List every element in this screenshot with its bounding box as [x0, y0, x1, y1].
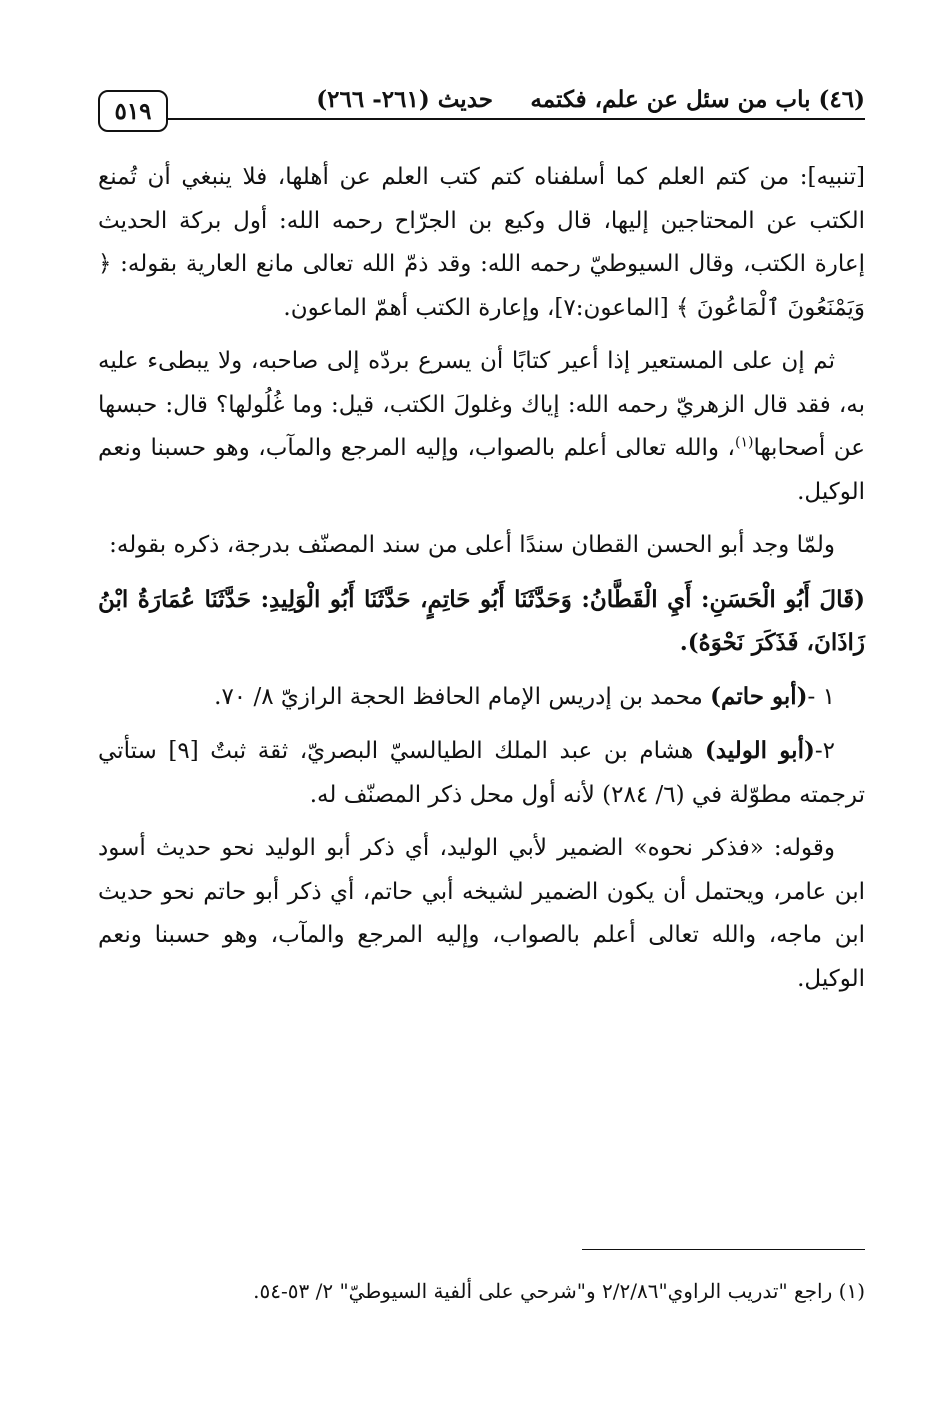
narrator-2 [98, 729, 865, 817]
narrator-1-name: (أبو حاتم) [710, 682, 808, 710]
chapter-title: (٤٦) باب من سئل عن علم، فكتمه [530, 86, 865, 113]
narrator-1-text: محمد بن إدريس الإمام الحافظ الحجة الرازيّ ٨/ ٧٠. [214, 683, 711, 710]
running-header [98, 84, 865, 140]
main-text [98, 156, 865, 1011]
paragraph-qattan-intro: ولمّا وجد أبو الحسن القطان سندًا أعلى من سند المصنّف بدرجة، ذكره بقوله: [109, 532, 835, 558]
paragraph-borrower-text: ثم إن على المستعير إذا أعير كتابًا أن يسرع بردّه إلى صاحبه، ولا يبطىء عليه به، فقد قال الزهريّ رحمه الله: إياك وغلولَ الكتب، قيل: وما غُلُولها؟ قال: حبسها عن أصحابها [98, 348, 866, 461]
footnote-separator [582, 1249, 865, 1250]
hadith-range: حديث (٢٦١- ٢٦٦) [316, 86, 493, 113]
paragraph-isnad-quote: (قَالَ أَبُو الْحَسَنِ: أَيِ الْقَطَّانُ: وَحَدَّثَنَا أَبُو حَاتِمٍ، حَدَّثَنَا أَبُو الْوَلِيدِ: حَدَّثَنَا عُمَارَةُ ابْنُ زَاذَانَ، فَذَكَرَ نَحْوَهُ). [98, 585, 865, 656]
paragraph-borrower [98, 340, 865, 514]
page-number: ٥١٩ [98, 90, 168, 132]
paragraph-notice: [تنبيه]: من كتم العلم كما أسلفناه كتم كتب العلم عن أهلها، فلا ينبغي أن تُمنع الكتب عن المحتاجين إليها، قال وكيع بن الجرّاح رحمه الله: أول بركة الحديث إعارة الكتب، وقال السيوطيّ رحمه الله: وقد ذمّ الله تعالى مانع العارية بقوله: ﴿ وَيَمْنَعُونَ ٱلْمَاعُونَ ﴾ [الماعون:٧]، وإعارة الكتب أهمّ الماعون. [98, 164, 865, 321]
narrator-1 [98, 675, 865, 720]
narrator-2-text: هشام بن عبد الملك الطيالسيّ البصريّ، ثقة ثبتٌ [٩] ستأتي ترجمته مطوّلة في (٦/ ٢٨٤) لأنه أول محل ذكر المصنّف له. [98, 738, 865, 808]
narrator-2-number: ٢- [814, 738, 835, 764]
footnote: (١) راجع "تدريب الراوي"٢/٢/٨٦ و"شرحي على ألفية السيوطيّ" ٢/ ٥٣-٥٤. [253, 1279, 865, 1303]
header-rule [165, 118, 865, 120]
paragraph-commentary: وقوله: «فذكر نحوه» الضمير لأبي الوليد، أي ذكر أبو الوليد نحو حديث أسود ابن عامر، ويحتمل أن يكون الضمير لشيخه أبي حاتم، أي ذكر أبو حاتم نحو حديث ابن ماجه، والله تعالى أعلم بالصواب، وإليه المرجع والمآب، وهو حسبنا ونعم الوكيل. [98, 835, 865, 992]
narrator-1-number: ١ - [807, 683, 835, 710]
narrator-2-name: (أبو الوليد) [704, 737, 815, 764]
paragraph-borrower-end: ، والله تعالى أعلم بالصواب، وإليه المرجع والمآب، وهو حسبنا ونعم الوكيل. [98, 435, 865, 505]
footnote-reference: (١) [734, 434, 754, 451]
